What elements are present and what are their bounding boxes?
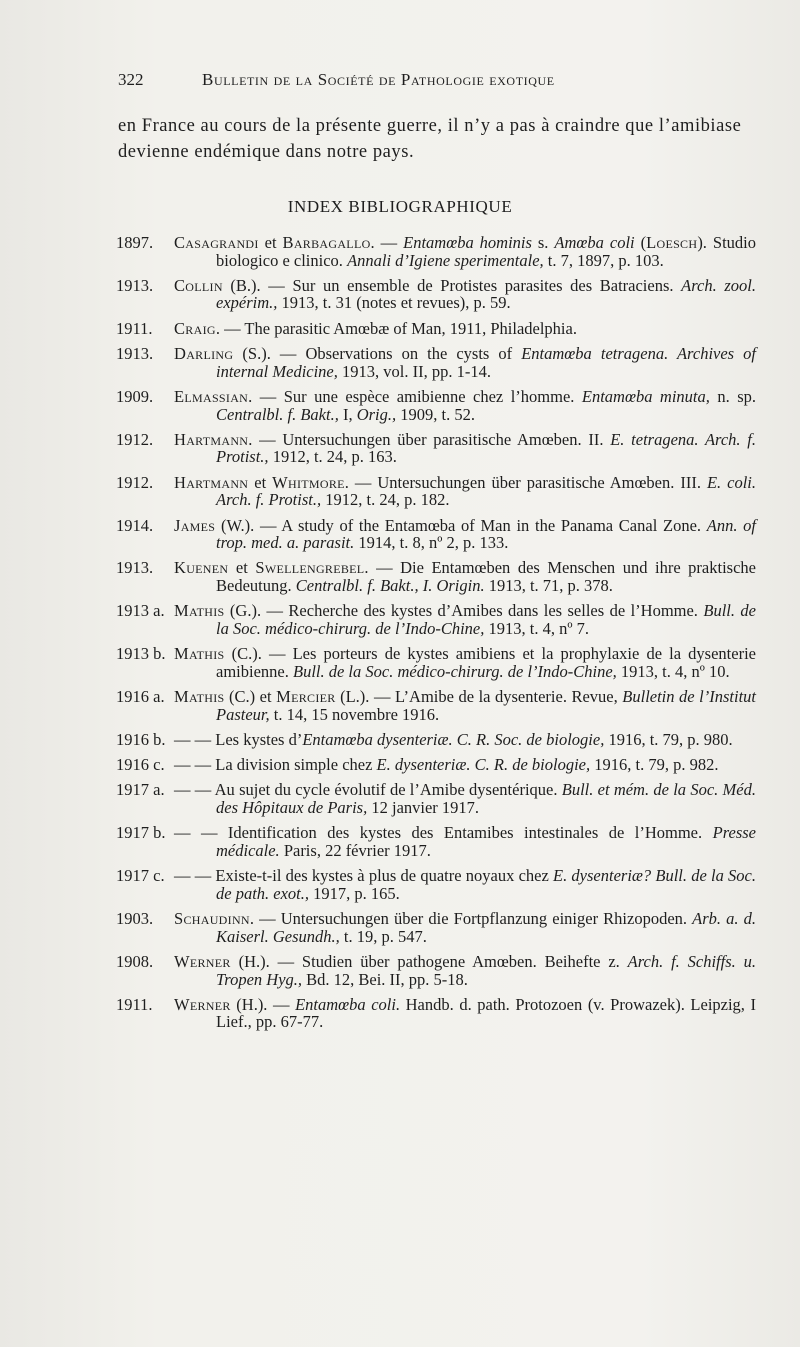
reference-text: [174, 867, 756, 902]
reference-entry: [116, 731, 756, 749]
reference-year: 1908.: [116, 951, 154, 971]
italic-title: Bulletin de l’Institut Pasteur,: [216, 687, 756, 724]
index-title: INDEX BIBLIOGRAPHIQUE: [287, 197, 513, 216]
reference-entry: [116, 602, 756, 637]
reference-year: 1914.: [116, 515, 154, 535]
reference-fragment: . — The parasitic Amœbæ of Man, 1911, Philadelphia.: [215, 318, 577, 338]
reference-year: 1913.: [116, 275, 154, 295]
author-name: Whitmore: [272, 472, 345, 492]
reference-text: [174, 431, 756, 466]
italic-title: Entamœba coli.: [295, 994, 401, 1014]
reference-year: 1913.: [116, 558, 154, 578]
author-name: Werner: [174, 994, 231, 1014]
reference-list: [116, 234, 756, 1039]
reference-entry: [116, 688, 756, 723]
reference-fragment: 1913, t. 4, nº 10.: [616, 661, 730, 681]
reference-text: [174, 688, 756, 723]
reference-fragment: . — Untersuchungen über parasitische Amœben. III.: [344, 472, 707, 492]
reference-fragment: — — Au sujet du cycle évolutif de l’Amibe dysentérique.: [174, 780, 562, 800]
reference-fragment: 1916, t. 79, p. 982.: [590, 755, 719, 775]
reference-entry: [116, 867, 756, 902]
reference-entry: [116, 996, 756, 1031]
italic-title: Centralbl. f. Bakt.,: [216, 404, 339, 424]
reference-text: [174, 345, 756, 380]
reference-text: [174, 517, 756, 552]
reference-fragment: 1913, t. 4, nº 7.: [484, 618, 589, 638]
reference-fragment: (S.). — Observations on the cysts of: [233, 344, 522, 364]
italic-title: Bull. de la Soc. médico-chirurg. de l’Indo-Chine,: [216, 601, 756, 638]
italic-title: Entamœba tetragena. Archives of internal Medicine,: [216, 344, 756, 381]
reference-fragment: . — Untersuchungen über die Fortpflanzung einiger Rhizopoden.: [249, 909, 693, 929]
italic-title: Presse médicale.: [216, 823, 756, 860]
author-name: Barbagallo: [282, 233, 371, 252]
reference-text: [174, 645, 756, 680]
italic-title: Ann. of trop. med. a. parasit.: [216, 515, 756, 553]
italic-title: Amœba coli: [554, 233, 635, 252]
reference-entry: [116, 234, 756, 269]
reference-year: 1912.: [116, 429, 154, 449]
italic-title: Annali d’Igiene sperimentale,: [347, 250, 544, 270]
reference-fragment: (H.). — Studien über pathogene Amœben. Beihefte z.: [230, 951, 628, 971]
reference-fragment: (W.). — A study of the Entamœba of Man in the Panama Canal Zone.: [215, 515, 707, 535]
reference-year: 1916 b.: [116, 729, 166, 749]
italic-title: Entamœba minuta,: [581, 386, 710, 406]
reference-entry: [116, 559, 756, 594]
reference-text: [174, 953, 756, 988]
reference-fragment: 12 janvier 1917.: [367, 798, 480, 818]
reference-entry: [116, 388, 756, 423]
author-name: Collin: [174, 275, 223, 295]
reference-year: 1911.: [116, 994, 153, 1014]
reference-entry: [116, 910, 756, 945]
reference-fragment: t. 14, 15 novembre 1916.: [269, 704, 440, 724]
running-header: [118, 70, 708, 90]
reference-year: 1917 a.: [116, 780, 165, 800]
reference-entry: [116, 345, 756, 380]
reference-text: [174, 756, 756, 774]
reference-fragment: et: [258, 233, 283, 252]
reference-entry: [116, 756, 756, 774]
reference-fragment: (G.). — Recherche des kystes d’Amibes dans les selles de l’Homme.: [224, 601, 704, 621]
reference-fragment: — — Identification des kystes des Entamibes intestinales de l’Homme.: [174, 823, 713, 843]
italic-title: Bull. et mém. de la Soc. Méd. des Hôpitaux de Paris,: [216, 780, 756, 818]
reference-text: [174, 320, 756, 338]
reference-fragment: s.: [531, 233, 555, 252]
reference-fragment: I,: [338, 404, 357, 424]
author-name: Swellengrebel: [255, 558, 365, 578]
reference-fragment: Paris, 22 février 1917.: [279, 840, 431, 860]
reference-fragment: et: [228, 558, 256, 578]
reference-year: 1903.: [116, 909, 154, 929]
reference-entry: [116, 320, 756, 338]
reference-year: 1913 b.: [116, 644, 166, 664]
reference-fragment: (: [634, 233, 647, 252]
author-name: James: [174, 515, 216, 535]
reference-entry: [116, 517, 756, 552]
reference-fragment: . — Untersuchungen über parasitische Amœben. II.: [248, 429, 611, 449]
reference-text: [174, 277, 756, 312]
reference-fragment: 1909, t. 52.: [396, 404, 475, 424]
reference-fragment: (C.). — Les porteurs de kystes amibiens et la prophylaxie de la dysenterie amibienne.: [216, 644, 756, 681]
reference-entry: [116, 824, 756, 859]
reference-fragment: 1912, t. 24, p. 163.: [268, 447, 397, 467]
author-name: Hartmann: [174, 429, 249, 449]
reference-year: 1913.: [116, 344, 154, 364]
reference-year: 1897.: [116, 233, 154, 252]
reference-year: 1911.: [116, 318, 153, 338]
author-name: Craig: [174, 318, 216, 338]
author-name: Mercier: [276, 687, 336, 707]
reference-fragment: . —: [370, 233, 404, 252]
reference-year: 1916 c.: [116, 755, 165, 775]
reference-fragment: ). Studio biologico e clinico.: [216, 233, 756, 270]
italic-title: E. tetragena. Arch. f. Protist.,: [216, 429, 756, 467]
reference-year: 1917 c.: [116, 866, 165, 886]
italic-title: Orig.,: [356, 404, 397, 424]
reference-entry: [116, 431, 756, 466]
reference-fragment: (C.) et: [224, 687, 277, 707]
reference-text: [174, 388, 756, 423]
reference-entry: [116, 645, 756, 680]
reference-year: 1913 a.: [116, 601, 165, 621]
reference-year: 1917 b.: [116, 823, 166, 843]
reference-text: [174, 602, 756, 637]
italic-title: E. dysenteriæ? Bull. de la Soc. de path. exot.,: [216, 866, 757, 903]
reference-fragment: t. 19, p. 547.: [339, 926, 427, 946]
author-name: Mathis: [174, 601, 225, 621]
reference-fragment: 1914, t. 8, nº 2, p. 133.: [354, 533, 509, 553]
reference-fragment: n. sp.: [709, 386, 757, 406]
reference-year: 1912.: [116, 472, 154, 492]
reference-text: [174, 996, 756, 1031]
italic-title: Entamœba dysenteriæ. C. R. Soc. de biologie,: [302, 729, 605, 749]
reference-fragment: (L.). — L’Amibe de la dysenterie. Revue,: [335, 687, 623, 707]
reference-fragment: Bd. 12, Bei. II, pp. 5-18.: [302, 969, 468, 989]
reference-fragment: t. 7, 1897, p. 103.: [543, 250, 664, 270]
reference-fragment: . — Die Entamœben des Menschen und ihre praktische Bedeutung.: [216, 558, 756, 595]
reference-fragment: — — Les kystes d’: [174, 729, 303, 749]
italic-title: Arb. a. d. Kaiserl. Gesundh.,: [216, 909, 757, 946]
author-name: Kuenen: [174, 558, 229, 578]
reference-fragment: Handb. d. path. Protozoen (v. Prowazek). Leipzig, I Lief., pp. 67-77.: [216, 994, 756, 1032]
reference-text: [174, 731, 756, 749]
intro-paragraph: en France au cours de la présente guerre, il n’y a pas à craindre que l’amibiase devienne endémique dans notre pays.: [118, 116, 742, 162]
reference-fragment: — — Existe-t-il des kystes à plus de quatre noyaux chez: [174, 866, 554, 886]
reference-fragment: 1913, t. 31 (notes et revues), p. 59.: [277, 293, 511, 313]
reference-fragment: — — La division simple chez: [174, 755, 377, 775]
author-name: Schaudinn: [174, 909, 250, 929]
reference-fragment: et: [248, 472, 273, 492]
italic-title: Arch. zool. expérim.,: [216, 275, 756, 313]
reference-text: [174, 910, 756, 945]
reference-fragment: (H.). —: [230, 994, 296, 1014]
reference-text: [174, 234, 756, 269]
italic-title: Entamœba hominis: [403, 233, 532, 252]
reference-entry: [116, 277, 756, 312]
reference-year: 1909.: [116, 386, 154, 406]
italic-title: Centralbl. f. Bakt., I. Origin.: [295, 576, 485, 595]
journal-title: Bulletin de la Société de Pathologie exotique: [202, 70, 555, 89]
reference-text: [174, 559, 756, 594]
reference-fragment: 1917, p. 165.: [309, 883, 400, 903]
author-name: Casagrandi: [174, 233, 259, 252]
reference-text: [174, 824, 756, 859]
italic-title: Arch. f. Schiffs. u. Tropen Hyg.,: [216, 951, 756, 989]
reference-fragment: 1912, t. 24, p. 182.: [321, 490, 450, 510]
reference-fragment: 1916, t. 79, p. 980.: [604, 729, 733, 749]
italic-title: Bull. de la Soc. médico-chirurg. de l’Indo-Chine,: [292, 661, 617, 681]
reference-entry: [116, 781, 756, 816]
author-name: Mathis: [174, 687, 225, 707]
reference-text: [174, 474, 756, 509]
reference-fragment: 1913, vol. II, pp. 1-14.: [337, 361, 491, 381]
author-name: Werner: [174, 951, 231, 971]
reference-entry: [116, 953, 756, 988]
author-name: Hartmann: [174, 472, 249, 492]
reference-text: [174, 781, 756, 816]
reference-fragment: 1913, t. 71, p. 378.: [484, 576, 613, 595]
reference-year: 1916 a.: [116, 687, 165, 707]
italic-title: E. coli. Arch. f. Protist.,: [216, 472, 756, 510]
reference-fragment: . — Sur une espèce amibienne chez l’homme.: [248, 386, 582, 406]
italic-title: E. dysenteriæ. C. R. de biologie,: [376, 755, 591, 775]
author-name: Mathis: [174, 644, 225, 664]
reference-entry: [116, 474, 756, 509]
author-name: Darling: [174, 344, 234, 364]
author-name: Loesch: [646, 233, 698, 252]
author-name: Elmassian: [174, 386, 249, 406]
reference-fragment: (B.). — Sur un ensemble de Protistes parasites des Batraciens.: [222, 275, 682, 295]
page-number: 322: [118, 70, 144, 89]
